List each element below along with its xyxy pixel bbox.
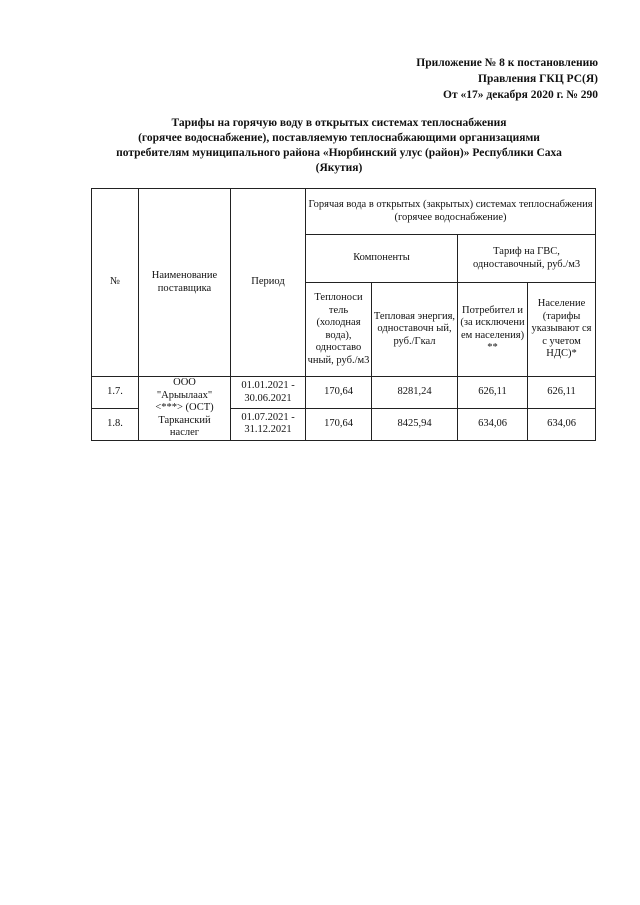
appendix-note (298, 55, 598, 103)
header-hot-water-group: Горячая вода в открытых (закрытых) системах теплоснабжения (горячее водоснабжение) (306, 189, 596, 235)
period-end: 30.06.2021 (244, 392, 292, 404)
row-heat-energy: 8281,24 (372, 377, 458, 409)
row-consumers: 626,11 (458, 377, 528, 409)
period-start: 01.01.2021 - (241, 380, 295, 392)
supplier-line-3: <***> (ОСТ) (155, 402, 214, 413)
row-heat-carrier: 170,64 (306, 409, 372, 440)
row-population: 626,11 (528, 377, 596, 409)
tariff-table (91, 188, 596, 441)
title-line-4: (Якутия) (315, 162, 363, 174)
supplier-line-5: наслег (169, 427, 200, 438)
header-population: Население (тарифы указывают ся с учетом НДС)* (528, 283, 596, 377)
row-heat-energy: 8425,94 (372, 409, 458, 440)
period-start: 01.07.2021 - (241, 411, 295, 423)
title-line-1: Тарифы на горячую воду в открытых системах теплоснабжения (171, 117, 507, 129)
appendix-line-3: От «17» декабря 2020 г. № 290 (443, 89, 598, 101)
appendix-line-1: Приложение № 8 к постановлению (416, 57, 598, 69)
document-title (78, 116, 600, 176)
row-population: 634,06 (528, 409, 596, 440)
header-row-1 (92, 189, 596, 235)
header-tariff: Тариф на ГВС, одноставочный, руб./м3 (458, 235, 596, 283)
row-period (231, 409, 306, 440)
header-num: № (92, 189, 139, 377)
appendix-line-2: Правления ГКЦ РС(Я) (478, 73, 598, 85)
supplier-line-2: "Арыылаах" (156, 389, 213, 401)
title-line-2: (горячее водоснабжение), поставляемую теплоснабжающими организациями (138, 132, 540, 144)
title-line-3: потребителям муниципального района «Нюрбинский улус (район)» Республики Саха (116, 147, 562, 159)
row-heat-carrier: 170,64 (306, 377, 372, 409)
header-supplier: Наименование поставщика (139, 189, 231, 377)
header-heat-energy: Тепловая энергия, одноставочн ый, руб./Гкал (372, 283, 458, 377)
row-num: 1.7. (92, 377, 139, 409)
header-period: Период (231, 189, 306, 377)
header-components: Компоненты (306, 235, 458, 283)
row-num: 1.8. (92, 409, 139, 440)
header-consumers: Потребител и (за исключени ем населения) ** (458, 283, 528, 377)
supplier-line-1: ООО (173, 377, 196, 388)
supplier-line-4: Тарканский (158, 414, 211, 426)
supplier-name (139, 377, 231, 441)
header-heat-carrier: Теплоноси тель (холодная вода), одноставо чный, руб./м3 (306, 283, 372, 377)
period-end: 31.12.2021 (244, 424, 292, 436)
row-period (231, 377, 306, 409)
row-consumers: 634,06 (458, 409, 528, 440)
table-row (92, 377, 596, 409)
